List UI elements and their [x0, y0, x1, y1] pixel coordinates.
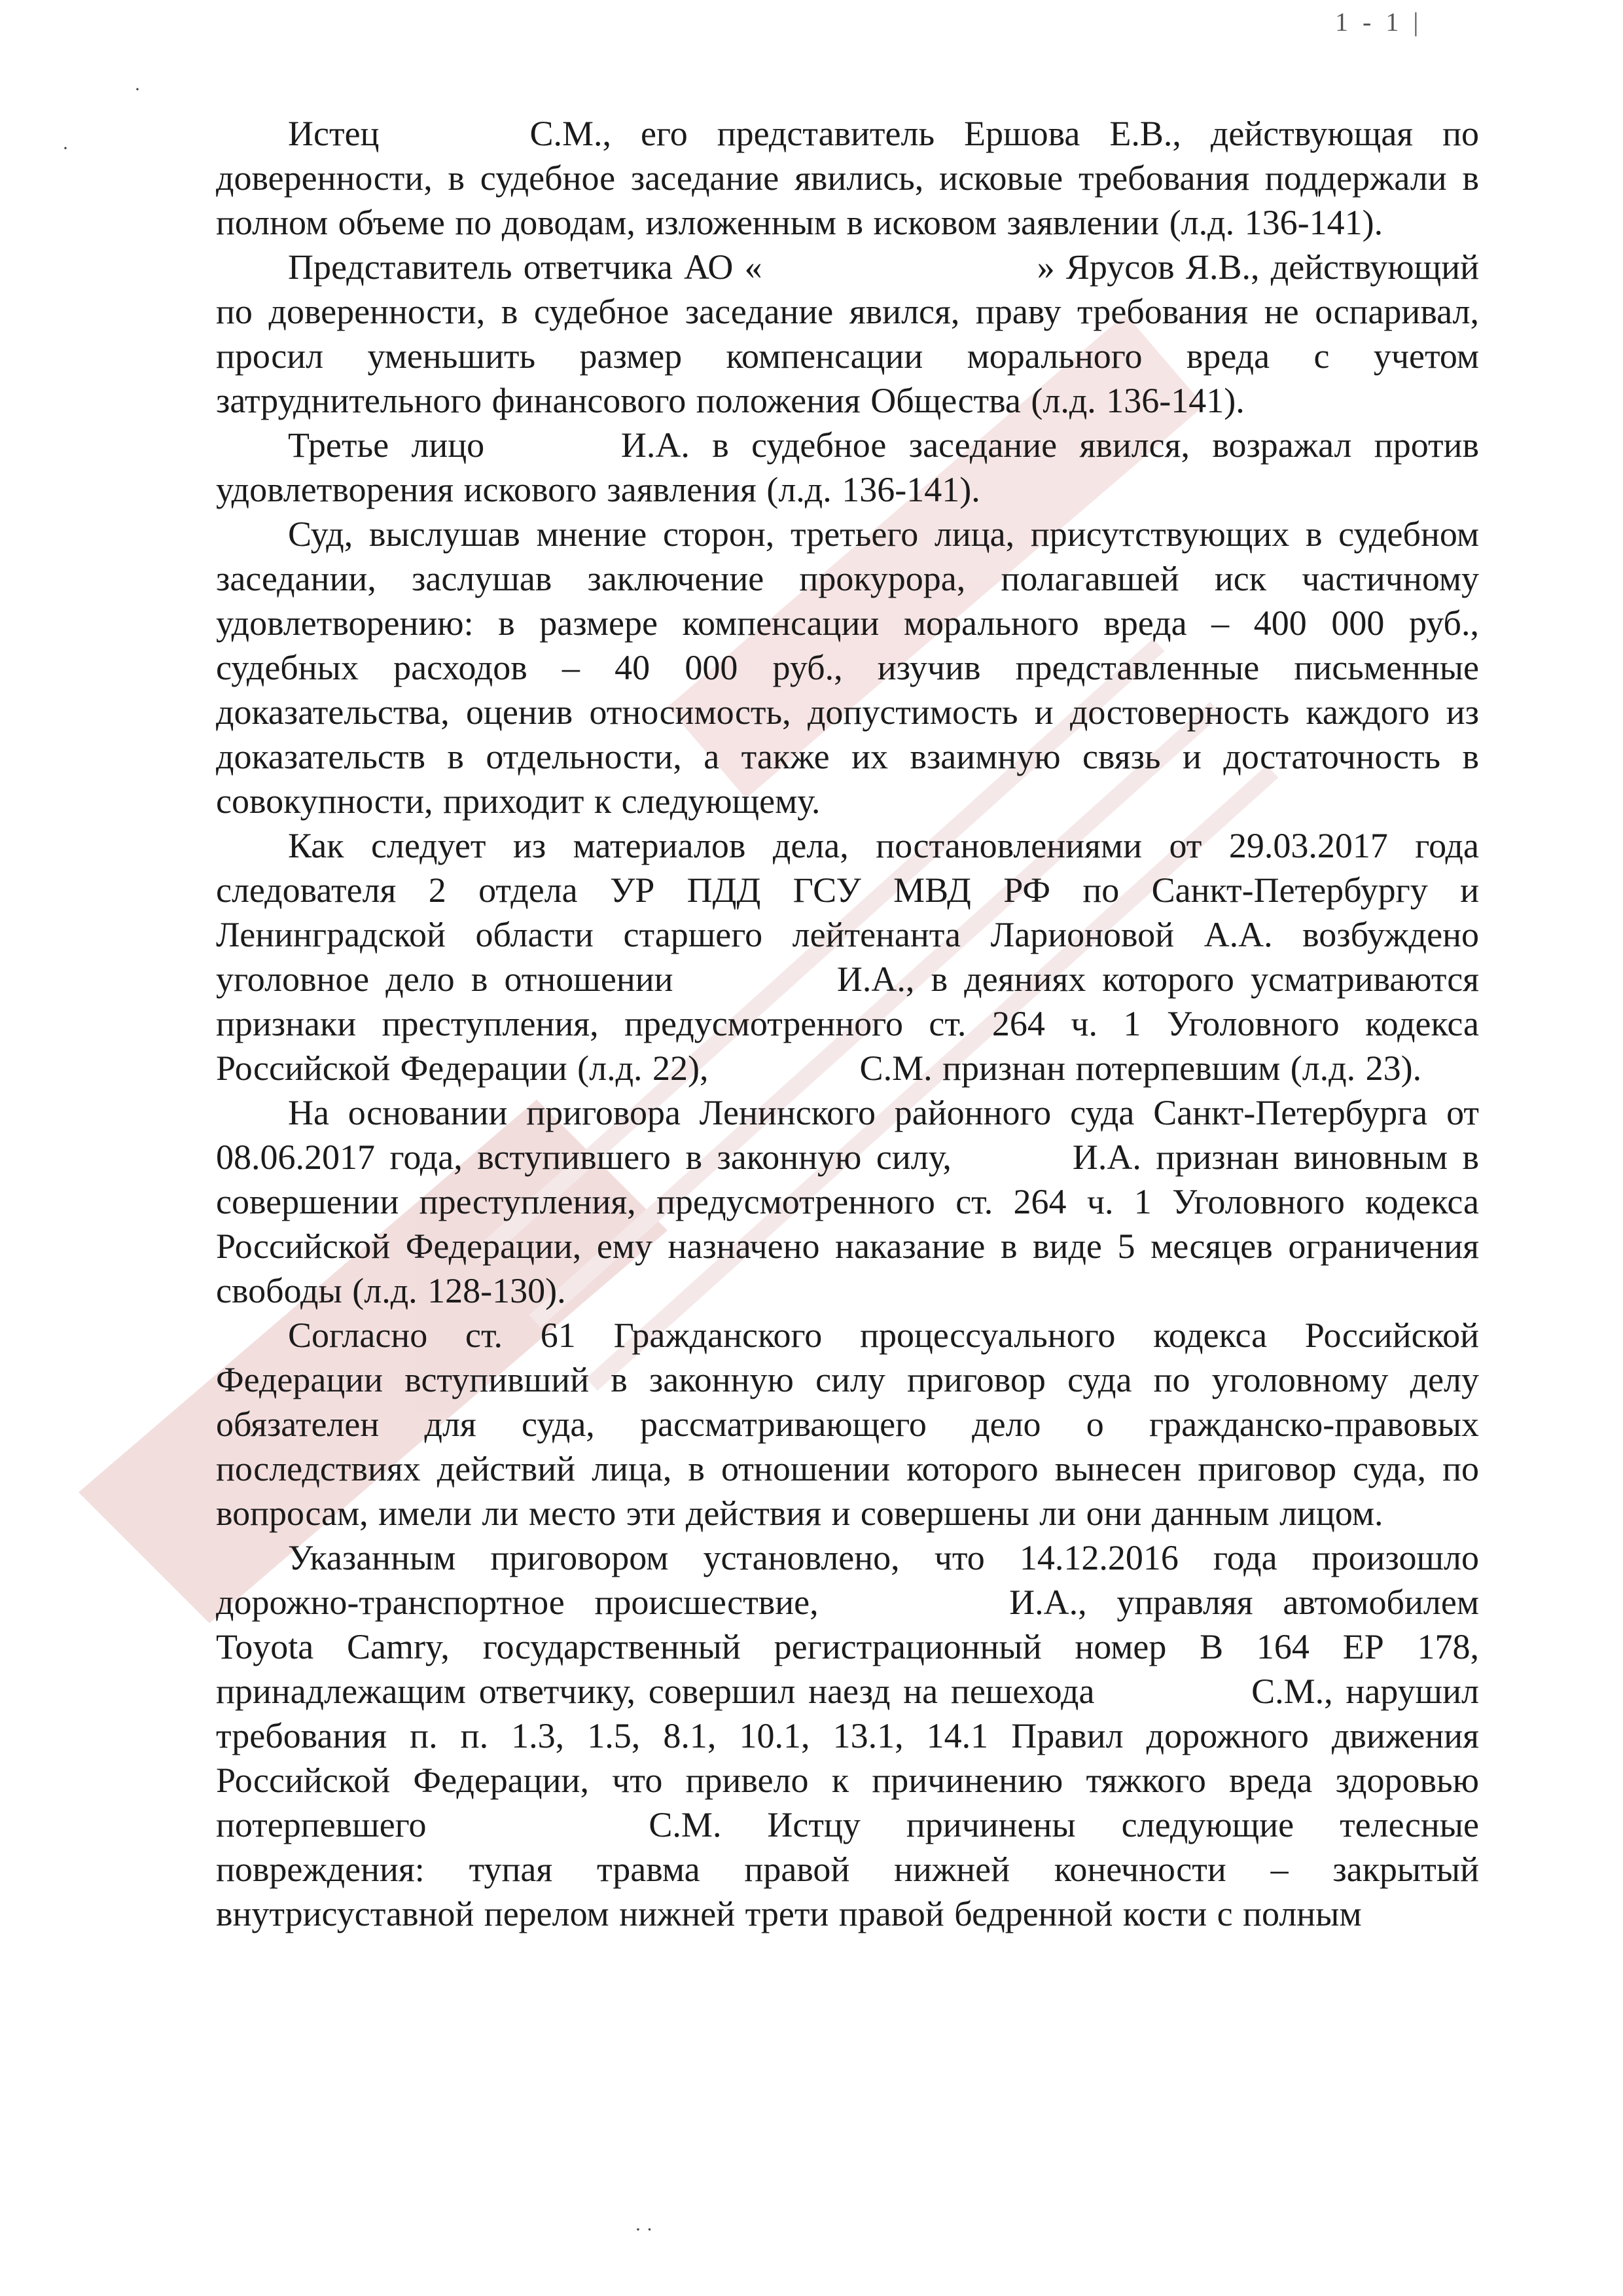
- text: На основании приговора Ленинского районного суда Санкт-Петербурга от 08.06.2017 года, вступившего в законную силу,: [216, 1093, 1479, 1177]
- paragraph-accident-details: [216, 1535, 1479, 1936]
- text: Представитель ответчика АО «: [288, 247, 762, 287]
- text: Третье лицо: [288, 425, 485, 465]
- paragraph-civil-code-article: Согласно ст. 61 Гражданского процессуального кодекса Российской Федерации вступивший в законную силу приговор суда по уголовному делу обязателен для суда, рассматривающего дело о гражданско-правовых последствиях действий лица, в отношении которого вынесен приговор суда, по вопросам, имели ли место эти действия и совершены ли они данным лицом.: [216, 1316, 1479, 1533]
- redacted-name: [472, 1836, 603, 1837]
- text: Указанным приговором установлено, что 14.12.2016 года произошло дорожно-транспортное происшествие,: [216, 1538, 1479, 1622]
- paragraph-court-findings: Суд, выслушав мнение сторон, третьего лица, присутствующих в судебном заседании, заслушав заключение прокурора, полагавшей иск частичному удовлетворению: в размере компенсации морального вреда – 400 000 руб., судебных расходов – 40 000 руб., изучив представленные письменные доказательства, оценив относимость, допустимость и достоверность каждого из доказательств в отдельности, а также их взаимную связь и достаточность в совокупности, приходит к следующему.: [216, 514, 1479, 821]
- text: С.М., его представитель Ершова Е.В., действующая по доверенности, в судебное заседание явились, исковые требования поддержали в полном объеме по доводам, изложенным в исковом заявлении (л.д. 136-141).: [216, 114, 1480, 242]
- text: И.А. признан виновным в совершении преступления, предусмотренного ст. 264 ч. 1 Уголовного кодекса Российской Федерации, ему назначено наказание в виде 5 месяцев ограничения свободы (л.д. 128-130).: [216, 1138, 1480, 1310]
- scan-speck: ·: [62, 137, 69, 159]
- text: Как следует из материалов дела, постановлениями от 29.03.2017 года следователя 2 отдела УР ПДД ГСУ МВД РФ по Санкт-Петербургу и Ленинградской области старшего лейтенанта Ларионовой А.А. возбуждено уголовное дело в отношении: [216, 826, 1479, 999]
- page-number-mark: 1 - 1 |: [1335, 7, 1423, 37]
- text: И.А., в деяниях которого усматриваются признаки преступления, предусмотренного ст. 264 ч. 1 Уголовного кодекса Российской Федерации (л.д. 22),: [216, 960, 1479, 1088]
- text: С.М. Истцу причинены следующие телесные повреждения: тупая травма правой нижней конечности – закрытый внутрисуставной перелом нижней трети правой бедренной кости с полным: [216, 1805, 1480, 1933]
- redacted-name: [848, 1613, 979, 1614]
- redacted-name: [507, 456, 599, 457]
- redacted-name: [690, 990, 821, 991]
- paragraph-plaintiff: [216, 111, 1479, 245]
- text: С.М., нарушил требования п. п. 1.3, 1.5, 8.1, 10.1, 13.1, 14.1 Правил дорожного движения Российской Федерации, что привело к причинению тяжкого вреда здоровью потерпевшего: [216, 1672, 1479, 1844]
- paragraph-third-party: [216, 423, 1479, 512]
- text: И.А., управляя автомобилем Toyota Camry, государственный регистрационный номер В 164 ЕР 178, принадлежащим ответчику, совершил наезд на пешехода: [216, 1583, 1480, 1711]
- paragraph-defendant-representative: [216, 245, 1479, 423]
- scan-speck: ·: [134, 79, 141, 100]
- text: Ярусов Я.В., действующий по доверенности, в судебное заседание явился, праву требования не оспаривал, просил уменьшить размер компенсации морального вреда с учетом затруднительного финансового положения Общества (л.д. 136-141).: [216, 247, 1479, 420]
- text: Истец: [288, 114, 380, 153]
- redacted-name: [719, 1079, 849, 1080]
- redacted-company-name: [762, 278, 1037, 279]
- text: »: [1037, 247, 1055, 287]
- scan-speck: · ·: [635, 2219, 653, 2240]
- paragraph-verdict: [216, 1090, 1479, 1313]
- redacted-name: [966, 1168, 1058, 1169]
- document-body: [216, 111, 1479, 1936]
- text: С.М. признан потерпевшим (л.д. 23).: [859, 1049, 1422, 1088]
- paragraph-case-materials: [216, 823, 1479, 1090]
- text: И.А. в судебное заседание явился, возражал против удовлетворения искового заявления (л.д. 136-141).: [216, 425, 1479, 509]
- redacted-name: [1107, 1702, 1238, 1703]
